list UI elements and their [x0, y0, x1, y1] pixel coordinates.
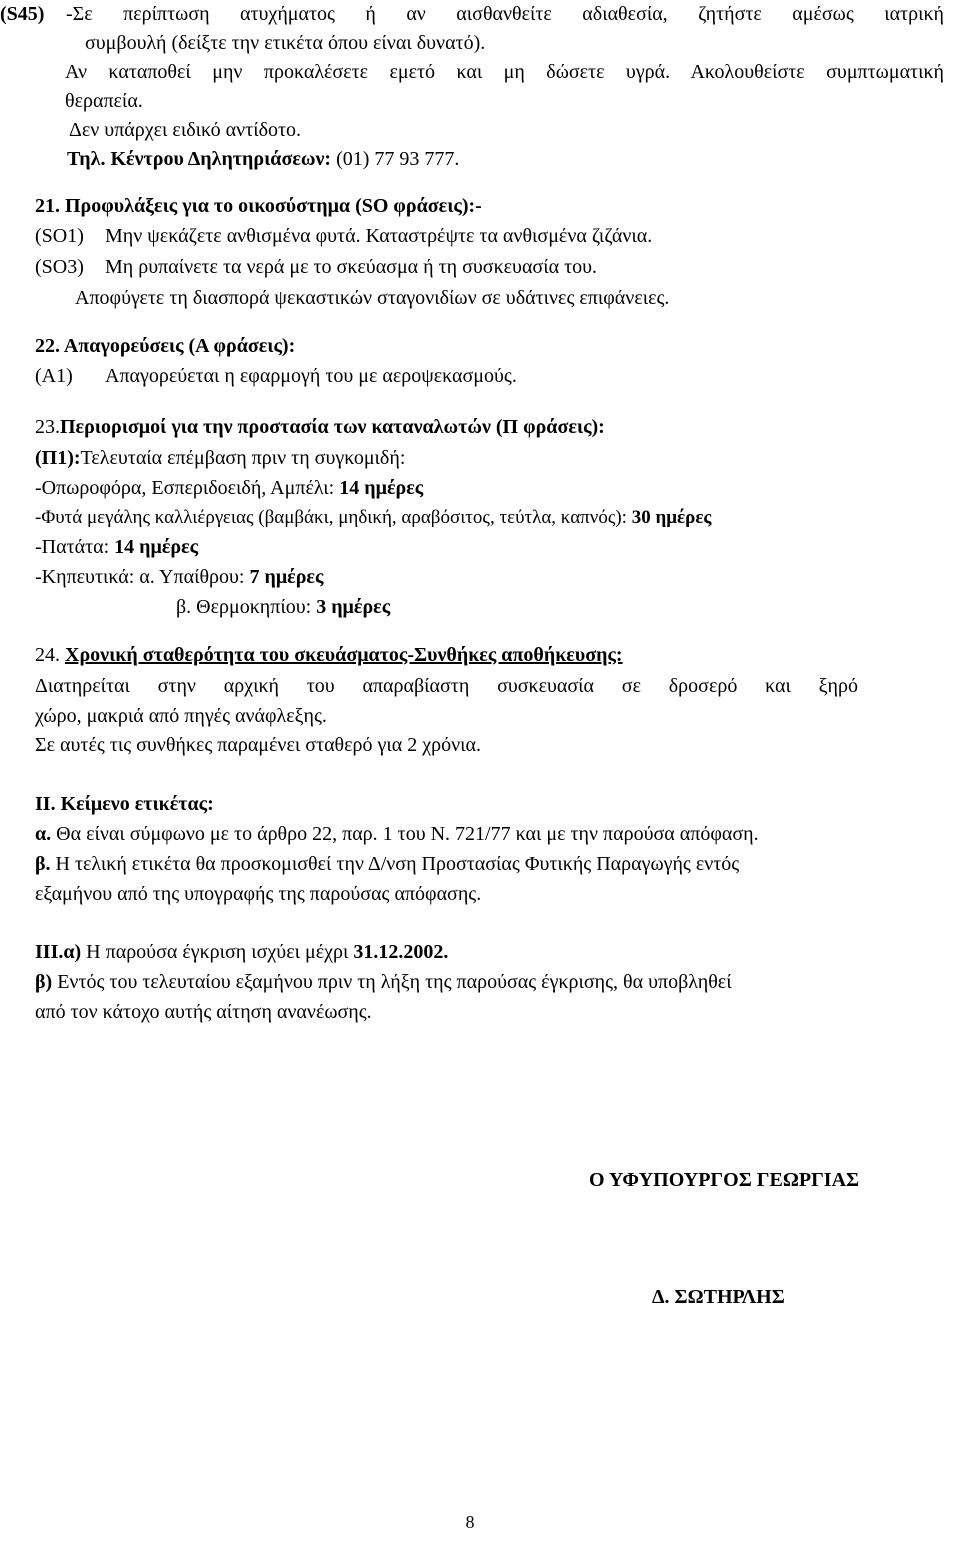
section-21-heading: 21. Προφυλάξεις για το οικοσύστημα (SO φράσεις):-: [35, 195, 482, 217]
label-a-line: [35, 822, 759, 846]
signatory-name: Δ. ΣΩΤΗΡΛΗΣ: [652, 1286, 785, 1308]
phi-days-3: 14 ημέρες: [114, 536, 199, 558]
s45-text-3: Αν καταποθεί μην προκαλέσετε εμετό και μη δώσετε υγρά. Ακολουθείστε συμπτωματική: [65, 61, 944, 83]
section-iii-b-marker: β): [35, 971, 53, 993]
label-b-text: Η τελική ετικέτα θα προσκομισθεί την Δ/νση Προστασίας Φυτικής Παραγωγής εντός: [50, 853, 740, 875]
phi-crop-3: -Πατάτα:: [35, 536, 115, 558]
section-iii-b-text-2: από τον κάτοχο αυτής αίτηση ανανέωσης.: [35, 1001, 372, 1023]
signatory-title: Ο ΥΦΥΠΟΥΡΓΟΣ ΓΕΩΡΓΙΑΣ: [589, 1169, 860, 1191]
s45-line-1: [0, 2, 44, 26]
a1-text: Απαγορεύεται η εφαρμογή του με αεροψεκασμούς.: [105, 365, 517, 387]
s45-text-4: θεραπεία.: [65, 90, 143, 112]
label-b-line: [35, 852, 739, 876]
phi-days-5: 3 ημέρες: [316, 596, 391, 618]
section-iii-a-marker: ΙΙΙ.α): [35, 941, 82, 963]
phi-days-1: 14 ημέρες: [339, 477, 424, 499]
p1-code: (Π1):: [35, 447, 81, 469]
s45-text-2: συμβουλή (δείξτε την ετικέτα όπου είναι δυνατό).: [85, 32, 486, 54]
section-iii-a-line: [35, 940, 448, 964]
label-b-text-2: εξαμήνου από της υπογραφής της παρούσας απόφασης.: [35, 883, 482, 905]
phi-row-3: [35, 535, 198, 559]
label-b-marker: β.: [35, 853, 51, 875]
poison-center-phone: (01) 77 93 777.: [331, 148, 460, 170]
phi-days-2: 30 ημέρες: [631, 507, 712, 528]
phi-row-4: [35, 565, 323, 589]
so3-text-cont: Αποφύγετε τη διασπορά ψεκαστικών σταγονιδίων σε υδάτινες επιφάνειες.: [75, 287, 670, 309]
page-number: 8: [465, 1512, 475, 1532]
storage-text-3: Σε αυτές τις συνθήκες παραμένει σταθερό για 2 χρόνια.: [35, 734, 481, 756]
phi-crop-5: β. Θερμοκηπίου:: [176, 596, 317, 618]
storage-text-2: χώρο, μακριά από πηγές ανάφλεξης.: [35, 705, 327, 727]
phi-crop-2: -Φυτά μεγάλης καλλιέργειας (βαμβάκι, μηδική, αραβόσιτος, τεύτλα, καπνός):: [35, 507, 632, 528]
section-iii-b-line: [35, 970, 732, 994]
s45-text-5: Δεν υπάρχει ειδικό αντίδοτο.: [69, 119, 302, 141]
phi-row-1: [35, 476, 423, 500]
so3-code: (SO3): [35, 256, 84, 278]
p1-line: [35, 446, 405, 470]
phi-crop-1: -Οπωροφόρα, Εσπεριδοειδή, Αμπέλι:: [35, 477, 340, 499]
s45-text-6: [67, 147, 459, 171]
label-a-text: Θα είναι σύμφωνο με το άρθρο 22, παρ. 1 του Ν. 721/77 και με την παρούσα απόφαση.: [51, 823, 759, 845]
so3-text: Μη ρυπαίνετε τα νερά με το σκεύασμα ή τη συσκευασία του.: [105, 256, 598, 278]
phi-row-2: [35, 506, 711, 530]
phi-row-5: [176, 595, 390, 619]
storage-text-1: Διατηρείται στην αρχική του απαραβίαστη συσκευασία σε δροσερό και ξηρό: [35, 675, 858, 697]
poison-center-label: Τηλ. Κέντρου Δηλητηριάσεων:: [67, 148, 332, 170]
a1-code: (Α1): [35, 365, 73, 387]
section-22-heading: 22. Απαγορεύσεις (Α φράσεις):: [35, 335, 296, 357]
section-ii-heading: ΙΙ. Κείμενο ετικέτας:: [35, 793, 214, 815]
phi-days-4: 7 ημέρες: [249, 566, 324, 588]
p1-text: Τελευταία επέμβαση πριν τη συγκομιδή:: [80, 447, 406, 469]
section-23-heading: [35, 415, 605, 439]
section-24-heading: [35, 643, 623, 667]
phi-crop-4: -Κηπευτικά: α. Υπαίθρου:: [35, 566, 250, 588]
approval-expiry-date: 31.12.2002.: [353, 941, 449, 963]
label-a-marker: α.: [35, 823, 52, 845]
section-iii-a-text: Η παρούσα έγκριση ισχύει μέχρι: [81, 941, 354, 963]
section-24-number: 24.: [35, 644, 65, 666]
s45-code: (S45): [0, 3, 45, 25]
section-iii-b-text: Εντός του τελευταίου εξαμήνου πριν τη λήξη της παρούσας έγκρισης, θα υποβληθεί: [52, 971, 732, 993]
section-24-title: Χρονική σταθερότητα του σκευάσματος-Συνθήκες αποθήκευσης:: [65, 644, 623, 666]
s45-text-1: -Σε περίπτωση ατυχήματος ή αν αισθανθείτε αδιαθεσία, ζητήστε αμέσως ιατρική: [66, 3, 944, 25]
section-23-title: Περιορισμοί για την προστασία των καταναλωτών (Π φράσεις):: [60, 416, 605, 438]
so1-code: (SO1): [35, 225, 84, 247]
so1-text: Μην ψεκάζετε ανθισμένα φυτά. Καταστρέψτε τα ανθισμένα ζιζάνια.: [105, 225, 653, 247]
section-23-number: 23.: [35, 416, 60, 438]
